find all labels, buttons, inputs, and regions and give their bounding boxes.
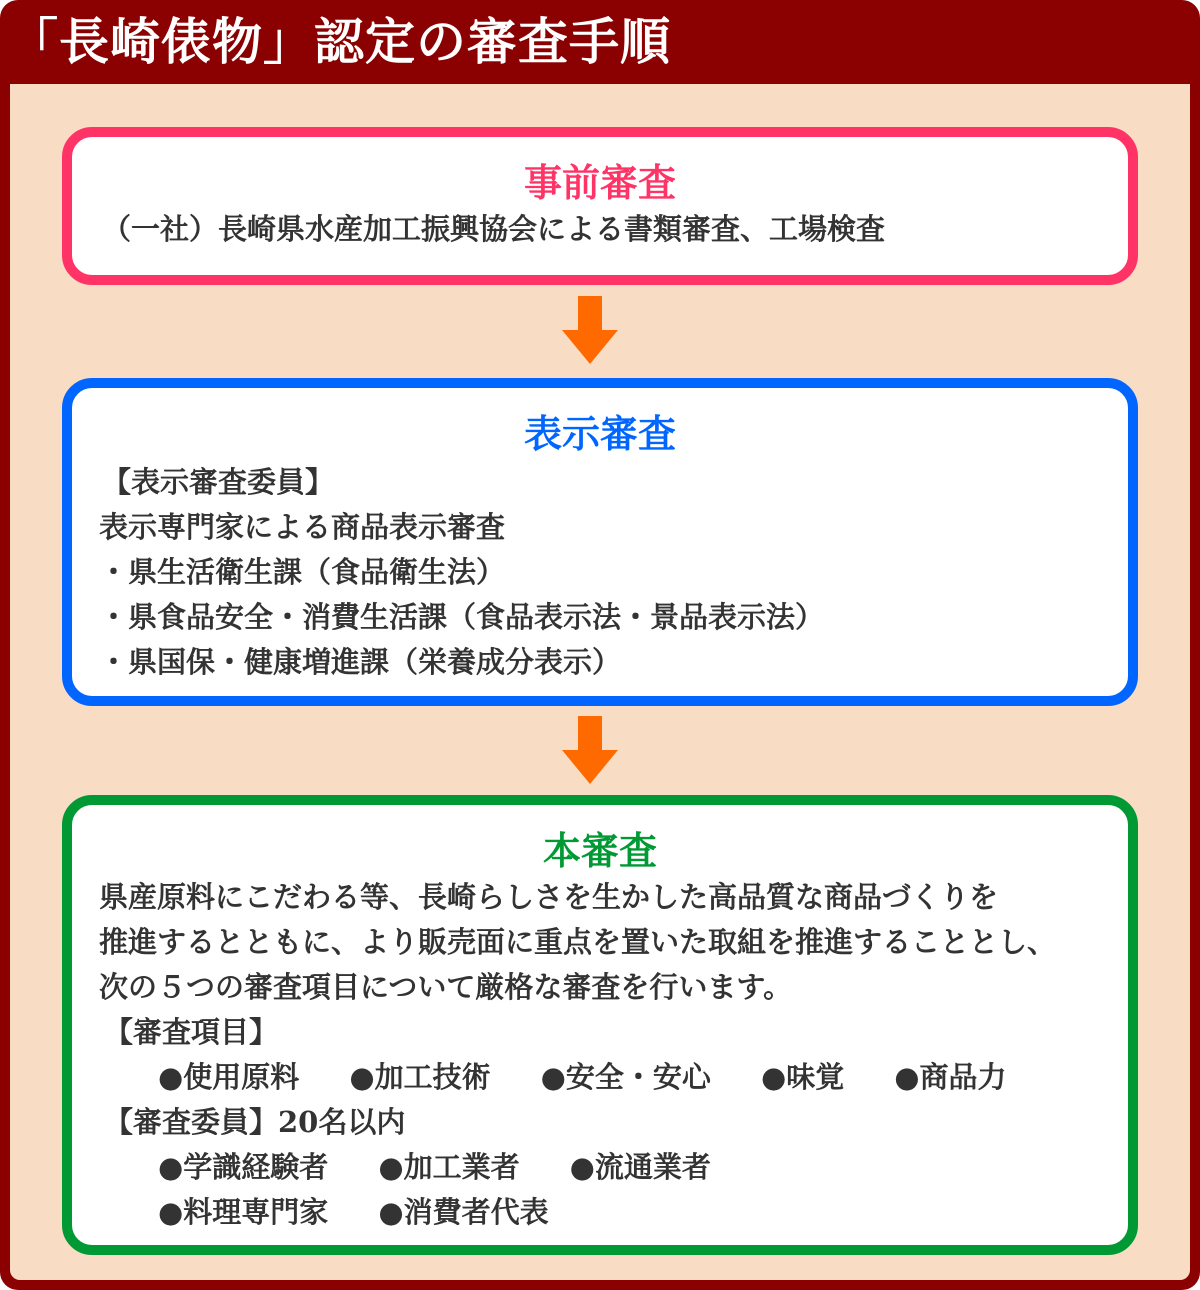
down-arrow-icon: [562, 296, 618, 364]
review-member: ●料理専門家: [158, 1195, 329, 1229]
review-members-row: [158, 1194, 549, 1230]
main-review-title: 本審査: [542, 828, 657, 873]
review-items-heading: 【審査項目】: [104, 1015, 279, 1049]
label-review-item: ・県食品安全・消費生活課（食品表示法・景品表示法）: [99, 600, 825, 634]
review-member: ●加工業者: [378, 1150, 520, 1184]
pre-review-title: 事前審査: [523, 160, 676, 205]
review-member: ●学識経験者: [158, 1150, 329, 1184]
main-review-description-line: 推進するとともに、より販売面に重点を置いた取組を推進することとし、: [99, 925, 1057, 959]
review-items-list: [158, 1059, 1007, 1095]
down-arrow-icon: [562, 716, 618, 784]
label-review-title: 表示審査: [523, 411, 676, 456]
pre-review-description: （一社）長崎県水産加工振興協会による書類審査、工場検査: [102, 212, 886, 246]
pre-review-box: [62, 127, 1138, 285]
review-item: ●安全・安心: [540, 1060, 711, 1094]
review-item: ●使用原料: [158, 1060, 300, 1094]
review-member: ●消費者代表: [378, 1195, 549, 1229]
review-item: ●商品力: [894, 1060, 1007, 1094]
label-review-item: ・県生活衛生課（食品衛生法）: [99, 555, 506, 589]
main-review-description-line: 県産原料にこだわる等、長崎らしさを生かした高品質な商品づくりを: [99, 880, 999, 914]
review-member: ●流通業者: [569, 1150, 711, 1184]
label-review-item: ・県国保・健康増進課（栄養成分表示）: [99, 645, 622, 679]
main-review-description-line: 次の５つの審査項目について厳格な審査を行います。: [99, 970, 793, 1004]
main-review-box: [62, 795, 1138, 1255]
label-review-box: [62, 378, 1138, 706]
label-review-description: 表示専門家による商品表示審査: [99, 510, 506, 544]
review-item: ●味覚: [760, 1060, 845, 1094]
page-title: 「長崎俵物」認定の審査手順: [8, 12, 671, 71]
review-members-row: [158, 1149, 711, 1185]
label-review-committee-heading: 【表示審査委員】: [102, 465, 335, 499]
review-members-heading: 【審査委員】20名以内: [104, 1105, 406, 1139]
review-item: ●加工技術: [349, 1060, 491, 1094]
